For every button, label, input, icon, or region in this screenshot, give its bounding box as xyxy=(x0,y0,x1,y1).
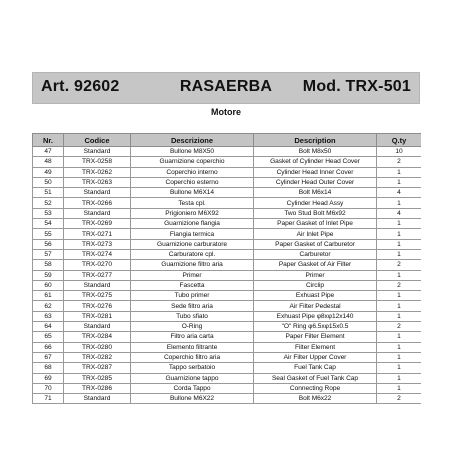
description-en: Air Filter Pedestal xyxy=(254,301,377,311)
description-it: Tappo serbatoio xyxy=(131,363,254,373)
row-number: 70 xyxy=(33,383,64,393)
row-number: 59 xyxy=(33,270,64,280)
column-header-description-it: Descrizione xyxy=(131,134,254,147)
description-en: Gasket of Cylinder Head Cover xyxy=(254,157,377,167)
table-row xyxy=(33,167,422,177)
table-row xyxy=(33,363,422,373)
table-row xyxy=(33,394,422,404)
description-en: Paper Gasket of Air Filter xyxy=(254,260,377,270)
description-en: Filter Element xyxy=(254,342,377,352)
description-it: Sede filtro aria xyxy=(131,301,254,311)
table-header-row xyxy=(33,134,422,147)
table-row xyxy=(33,229,422,239)
table-row xyxy=(33,352,422,362)
part-code: TRX-0277 xyxy=(64,270,131,280)
part-code: Standard xyxy=(64,394,131,404)
description-it: Guarnizione coperchio xyxy=(131,157,254,167)
row-number: 52 xyxy=(33,198,64,208)
description-en: Carburetor xyxy=(254,249,377,259)
part-code: TRX-0276 xyxy=(64,301,131,311)
part-code: TRX-0285 xyxy=(64,373,131,383)
part-code: TRX-0281 xyxy=(64,311,131,321)
row-number: 71 xyxy=(33,394,64,404)
description-it: Tubo sfiato xyxy=(131,311,254,321)
table-row xyxy=(33,177,422,187)
description-it: Bullone M8X50 xyxy=(131,147,254,157)
row-number: 50 xyxy=(33,177,64,187)
row-number: 66 xyxy=(33,342,64,352)
table-row xyxy=(33,219,422,229)
quantity: 1 xyxy=(377,301,422,311)
parts-table-viewport[interactable] xyxy=(32,133,421,412)
row-number: 64 xyxy=(33,322,64,332)
part-code: TRX-0266 xyxy=(64,198,131,208)
product-name: RASAERBA xyxy=(179,78,273,95)
row-number: 69 xyxy=(33,373,64,383)
quantity: 1 xyxy=(377,229,422,239)
table-row xyxy=(33,157,422,167)
description-it: Elemento filtrante xyxy=(131,342,254,352)
quantity: 1 xyxy=(377,219,422,229)
description-it: Guarnizione tappo xyxy=(131,373,254,383)
description-it: Prigioniero M6X92 xyxy=(131,208,254,218)
part-code: TRX-0284 xyxy=(64,332,131,342)
row-number: 67 xyxy=(33,352,64,362)
description-en: Paper Gasket of Inlet Pipe xyxy=(254,219,377,229)
description-it: Coperchio interno xyxy=(131,167,254,177)
table-row xyxy=(33,239,422,249)
description-it: Tubo primer xyxy=(131,291,254,301)
part-code: Standard xyxy=(64,280,131,290)
quantity: 1 xyxy=(377,167,422,177)
part-code: TRX-0282 xyxy=(64,352,131,362)
row-number: 61 xyxy=(33,291,64,301)
part-code: Standard xyxy=(64,188,131,198)
quantity: 1 xyxy=(377,249,422,259)
description-en: Fuel Tank Cap xyxy=(254,363,377,373)
part-code: TRX-0270 xyxy=(64,260,131,270)
description-en: Cylinder Head Outer Cover xyxy=(254,177,377,187)
description-it: O-Ring xyxy=(131,322,254,332)
description-en: Bolt M6x22 xyxy=(254,394,377,404)
description-it: Bullone M6X22 xyxy=(131,394,254,404)
description-en: Connecting Rope xyxy=(254,383,377,393)
row-number: 58 xyxy=(33,260,64,270)
row-number: 62 xyxy=(33,301,64,311)
description-it: Bullone M6X14 xyxy=(131,188,254,198)
quantity: 1 xyxy=(377,342,422,352)
part-code: TRX-0280 xyxy=(64,342,131,352)
description-en: Paper Filter Element xyxy=(254,332,377,342)
quantity: 2 xyxy=(377,260,422,270)
column-header-code: Codice xyxy=(64,134,131,147)
table-row xyxy=(33,373,422,383)
row-number: 48 xyxy=(33,157,64,167)
quantity: 1 xyxy=(377,198,422,208)
description-it: Flangia termica xyxy=(131,229,254,239)
table-row xyxy=(33,147,422,157)
row-number: 57 xyxy=(33,249,64,259)
description-it: Corda Tappo xyxy=(131,383,254,393)
table-row xyxy=(33,301,422,311)
row-number: 49 xyxy=(33,167,64,177)
row-number: 51 xyxy=(33,188,64,198)
description-en: Cylinder Head Assy xyxy=(254,198,377,208)
page-header xyxy=(32,72,420,104)
table-row xyxy=(33,270,422,280)
part-code: TRX-0287 xyxy=(64,363,131,373)
quantity: 2 xyxy=(377,157,422,167)
table-row xyxy=(33,280,422,290)
table-row xyxy=(33,291,422,301)
quantity: 2 xyxy=(377,322,422,332)
description-it: Fascetta xyxy=(131,280,254,290)
description-en: Seal Gasket of Fuel Tank Cap xyxy=(254,373,377,383)
description-en: Bolt M6x14 xyxy=(254,188,377,198)
part-code: TRX-0258 xyxy=(64,157,131,167)
table-row xyxy=(33,383,422,393)
column-header-nr: Nr. xyxy=(33,134,64,147)
quantity: 1 xyxy=(377,291,422,301)
part-code: TRX-0263 xyxy=(64,177,131,187)
description-it: Guarnizione carburatore xyxy=(131,239,254,249)
description-en: Circlip xyxy=(254,280,377,290)
row-number: 55 xyxy=(33,229,64,239)
description-en: Air Inlet Pipe xyxy=(254,229,377,239)
part-code: TRX-0271 xyxy=(64,229,131,239)
quantity: 1 xyxy=(377,363,422,373)
quantity: 1 xyxy=(377,311,422,321)
table-body xyxy=(33,147,422,404)
quantity: 1 xyxy=(377,383,422,393)
description-it: Coperchio esterno xyxy=(131,177,254,187)
description-en: Cylinder Head Inner Cover xyxy=(254,167,377,177)
quantity: 1 xyxy=(377,270,422,280)
description-en: Exhuast Pipe φ8xφ12x140 xyxy=(254,311,377,321)
quantity: 10 xyxy=(377,147,422,157)
description-en: Air Filter Upper Cover xyxy=(254,352,377,362)
table-row xyxy=(33,188,422,198)
part-code: TRX-0269 xyxy=(64,219,131,229)
description-en: Bolt M8x50 xyxy=(254,147,377,157)
quantity: 1 xyxy=(377,352,422,362)
table-row xyxy=(33,342,422,352)
description-en: Paper Gasket of Carburetor xyxy=(254,239,377,249)
row-number: 53 xyxy=(33,208,64,218)
quantity: 2 xyxy=(377,280,422,290)
quantity: 1 xyxy=(377,373,422,383)
description-en: "O" Ring φ6.5xφ15x0.5 xyxy=(254,322,377,332)
description-it: Coperchio filtro aria xyxy=(131,352,254,362)
table-row xyxy=(33,249,422,259)
column-header-qty: Q.ty xyxy=(377,134,422,147)
section-title: Motore xyxy=(211,107,241,117)
row-number: 68 xyxy=(33,363,64,373)
row-number: 63 xyxy=(33,311,64,321)
parts-table xyxy=(32,133,421,404)
part-code: TRX-0274 xyxy=(64,249,131,259)
description-en: Primer xyxy=(254,270,377,280)
part-code: TRX-0262 xyxy=(64,167,131,177)
description-it: Carburatore cpl. xyxy=(131,249,254,259)
part-code: TRX-0286 xyxy=(64,383,131,393)
row-number: 56 xyxy=(33,239,64,249)
description-en: Exhuast Pipe xyxy=(254,291,377,301)
quantity: 4 xyxy=(377,208,422,218)
description-it: Filtro aria carta xyxy=(131,332,254,342)
part-code: Standard xyxy=(64,208,131,218)
description-it: Testa cpl. xyxy=(131,198,254,208)
article-number: Art. 92602 xyxy=(41,78,120,95)
quantity: 4 xyxy=(377,188,422,198)
column-header-description-en: Description xyxy=(254,134,377,147)
table-row xyxy=(33,311,422,321)
row-number: 47 xyxy=(33,147,64,157)
description-it: Guarnizione flangia xyxy=(131,219,254,229)
row-number: 54 xyxy=(33,219,64,229)
row-number: 65 xyxy=(33,332,64,342)
quantity: 1 xyxy=(377,177,422,187)
table-row xyxy=(33,332,422,342)
part-code: TRX-0275 xyxy=(64,291,131,301)
part-code: TRX-0273 xyxy=(64,239,131,249)
table-row xyxy=(33,198,422,208)
quantity: 2 xyxy=(377,394,422,404)
description-it: Primer xyxy=(131,270,254,280)
model-number: Mod. TRX-501 xyxy=(302,78,411,95)
description-it: Guarnizione filtro aria xyxy=(131,260,254,270)
quantity: 1 xyxy=(377,239,422,249)
description-en: Two Stud Bolt M6x92 xyxy=(254,208,377,218)
part-code: Standard xyxy=(64,147,131,157)
table-row xyxy=(33,208,422,218)
table-row xyxy=(33,260,422,270)
row-number: 60 xyxy=(33,280,64,290)
table-row xyxy=(33,322,422,332)
part-code: Standard xyxy=(64,322,131,332)
quantity: 1 xyxy=(377,332,422,342)
